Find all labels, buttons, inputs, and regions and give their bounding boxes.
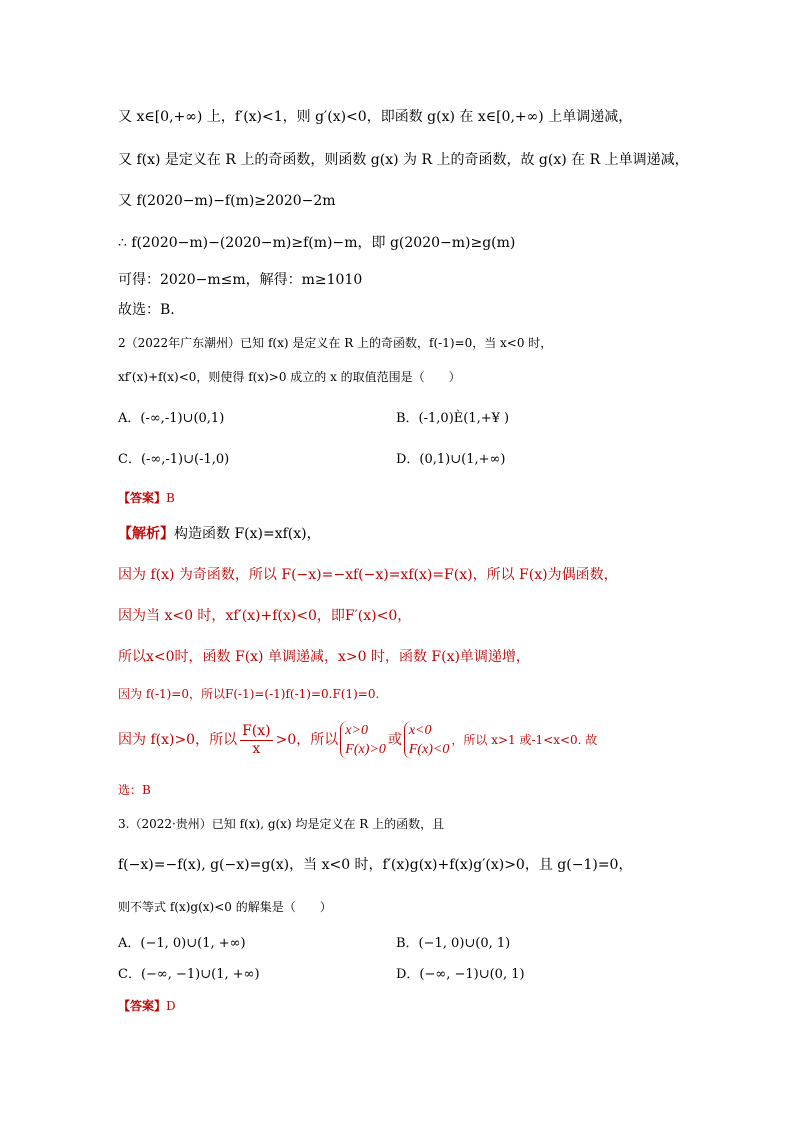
solution-line-1: 又 x∈[0,+∞) 上，f′(x)<1，则 g′(x)<0，即函数 g(x) 在 x∈[0,+∞) 上单调递减， — [118, 109, 633, 125]
q3-option-d: D．(−∞, −1)∪(0, 1) — [396, 967, 525, 982]
q2-option-d: D．(0,1)∪(1,+∞) — [396, 452, 506, 467]
fraction-numerator: F(x) — [242, 722, 271, 739]
answer-tag: 【答案】 — [118, 999, 167, 1013]
q2-option-b: B．(-1,0)È(1,+¥ ) — [396, 411, 510, 426]
analysis-6c: 或 — [387, 732, 402, 748]
answer-value: B — [166, 491, 175, 505]
q2-analysis-line-7: 选：B — [118, 783, 151, 797]
system-1-row-2: F(x)>0 — [345, 742, 386, 757]
analysis-text: 构造函数 F(x)=xf(x)， — [174, 526, 321, 542]
solution-line-2: 又 f(x) 是定义在 R 上的奇函数，则函数 g(x) 为 R 上的奇函数，故 g(x) 在 R 上单调递减， — [118, 152, 689, 168]
solution-line-4: ∴ f(2020−m)−(2020−m)≥f(m)−m，即 g(2020−m)≥g(m) — [118, 235, 516, 251]
q3-stem-line-1: 3.（2022·贵州）已知 f(x), g(x) 均是定义在 R 上的函数，且 — [118, 817, 445, 831]
q2-analysis-line-2: 因为 f(x) 为奇函数，所以 F(−x)=−xf(−x)=xf(x)=F(x)，所以 F(x)为偶函数， — [118, 567, 618, 583]
q2-stem-line-1: 2（2022年广东潮州）已知 f(x) 是定义在 R 上的奇函数，f(-1)=0，当 x<0 时， — [118, 336, 553, 350]
system-2-row-2: F(x)<0 — [408, 742, 450, 757]
solution-line-6: 故选：B. — [118, 302, 175, 318]
inequality-system-2 — [404, 721, 450, 759]
system-2-row-1: x<0 — [408, 723, 432, 738]
q3-answer — [118, 996, 176, 1016]
analysis-6a: 因为 f(x)>0，所以 — [118, 732, 238, 748]
q2-analysis-line-1 — [118, 524, 321, 544]
solution-line-5: 可得：2020−m≤m，解得：m≥1010 — [118, 272, 363, 288]
answer-tag: 【答案】 — [118, 491, 167, 505]
q2-analysis-line-5: 因为 f(-1)=0，所以F(-1)=(-1)f(-1)=0.F(1)=0. — [118, 687, 380, 701]
q2-analysis-line-6 — [118, 720, 597, 760]
fraction — [240, 723, 273, 758]
fraction-denominator: x — [252, 740, 261, 757]
analysis-6d: ，所以 x>1 或-1<x<0. 故 — [451, 733, 598, 747]
q3-stem-line-2: f(−x)=−f(x), g(−x)=g(x)，当 x<0 时，f′(x)g(x)+f(x)g′(x)>0，且 g(−1)=0， — [118, 857, 633, 873]
q3-option-a: A．(−1, 0)∪(1, +∞) — [118, 936, 246, 951]
inequality-system-1 — [340, 721, 386, 759]
analysis-tag: 【解析】 — [118, 526, 174, 542]
q3-option-b: B．(−1, 0)∪(0, 1) — [396, 936, 511, 951]
q2-answer — [118, 488, 175, 508]
q2-analysis-line-4: 所以x<0时，函数 F(x) 单调递减，x>0 时，函数 F(x)单调递增， — [118, 649, 530, 665]
q3-stem-line-3: 则不等式 f(x)g(x)<0 的解集是（ ） — [118, 900, 332, 914]
answer-value: D — [166, 999, 176, 1013]
q2-analysis-line-3: 因为当 x<0 时，xf′(x)+f(x)<0，即F′(x)<0， — [118, 608, 412, 624]
solution-line-3: 又 f(2020−m)−f(m)≥2020−2m — [118, 193, 336, 209]
q2-stem-line-2: xf′(x)+f(x)<0，则使得 f(x)>0 成立的 x 的取值范围是（ ） — [118, 370, 461, 384]
q2-option-c: C．(-∞,-1)∪(-1,0) — [118, 452, 230, 467]
q2-option-a: A．(-∞,-1)∪(0,1) — [118, 411, 225, 426]
system-1-row-1: x>0 — [345, 723, 368, 738]
analysis-6b: >0，所以 — [275, 732, 339, 748]
q3-option-c: C．(−∞, −1)∪(1, +∞) — [118, 967, 260, 982]
